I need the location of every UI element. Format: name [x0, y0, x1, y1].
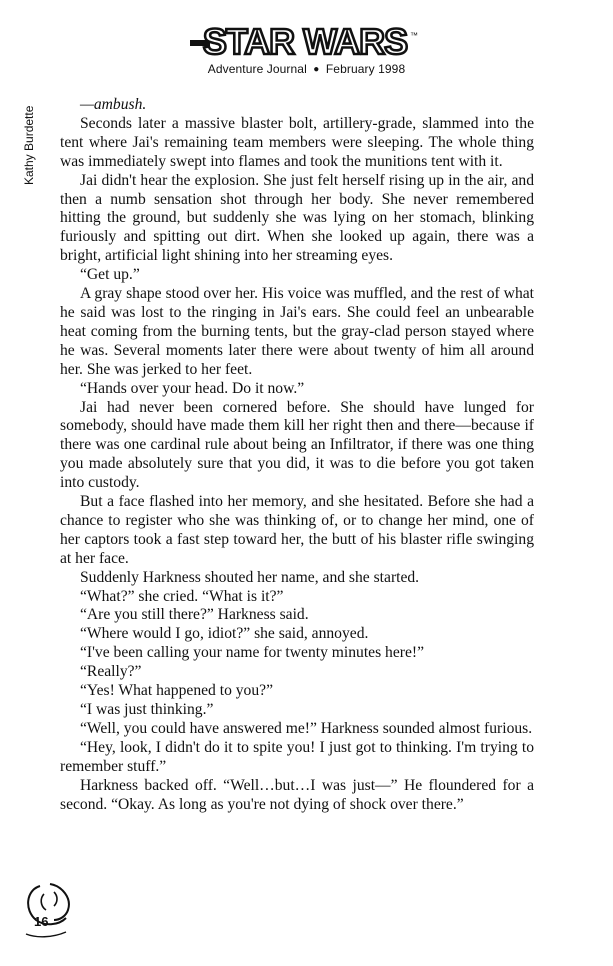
- paragraph: Seconds later a massive blaster bolt, artillery-grade, slammed into the tent where Jai's remaining team members were sleeping. The whole thing was immediately swept into flames and took the munitions tent with it.: [60, 114, 534, 170]
- author-credit: Kathy Burdette: [22, 105, 36, 185]
- swirl-emblem-icon: [22, 880, 82, 940]
- paragraph: “Where would I go, idiot?” she said, annoyed.: [80, 625, 369, 643]
- paragraph: Jai didn't hear the explosion. She just felt herself rising up in the air, and then a numb sensation shot through her body. She never remembered hitting the ground, but suddenly she was lying on her stomach, blinking furiously and spitting out dirt. When she looked up again, there was a bright, artificial light shining into her streaming eyes.: [60, 171, 534, 265]
- paragraph: —ambush.: [80, 96, 147, 113]
- paragraph: “What?” she cried. “What is it?”: [80, 587, 284, 605]
- svg-text:STAR WARS: STAR WARS: [202, 21, 408, 62]
- paragraph: “Are you still there?” Harkness said.: [80, 606, 309, 624]
- journal-line: [0, 62, 613, 76]
- paragraph: “Hands over your head. Do it now.”: [80, 379, 305, 397]
- paragraph: But a face flashed into her memory, and she hesitated. Before she had a chance to register who she was thinking of, or to change her mind, one of her captors took a fast step toward her, the butt of his blaster rifle swinging at her face.: [60, 493, 534, 567]
- paragraph: “Yes! What happened to you?”: [80, 682, 273, 700]
- paragraph: “I was just thinking.”: [80, 701, 214, 718]
- paragraph: Jai had never been cornered before. She should have lunged for somebody, should have made them kill her right then and there—because if there was one cardinal rule about being an Infiltrator, if there was one thing you made absolutely sure that you did, it was to die before you got taken into custody.: [60, 398, 534, 492]
- page-number: 16: [34, 914, 49, 929]
- issue-date: February 1998: [325, 62, 406, 76]
- paragraph: A gray shape stood over her. His voice was muffled, and the rest of what he said was lost to the ringing in Jai's ears. She could feel an unbearable heat coming from the burning tents, but the gray-clad person stayed where he was. Several moments later there were about twenty of him all around her. She was jerked to her feet.: [60, 285, 534, 378]
- paragraph: “I've been calling your name for twenty minutes here!”: [80, 644, 424, 662]
- paragraph: “Get up.”: [80, 266, 140, 284]
- paragraph: “Hey, look, I didn't do it to spite you! I just got to thinking. I'm trying to remember stuff.”: [60, 738, 534, 775]
- paragraph: Suddenly Harkness shouted her name, and she started.: [80, 568, 420, 586]
- star-wars-logo: [190, 18, 420, 62]
- svg-text:™: ™: [410, 31, 418, 40]
- journal-title: Adventure Journal: [207, 62, 307, 76]
- paragraph: “Well, you could have answered me!” Harkness sounded almost furious.: [80, 719, 533, 737]
- separator-dot: ●: [313, 64, 320, 75]
- paragraph: Harkness backed off. “Well…but…I was just—” He floundered for a second. “Okay. As long as you're not dying of shock over there.”: [60, 776, 534, 813]
- paragraph: “Really?”: [80, 663, 142, 681]
- article-body: [60, 96, 534, 814]
- page-footer: [22, 880, 82, 940]
